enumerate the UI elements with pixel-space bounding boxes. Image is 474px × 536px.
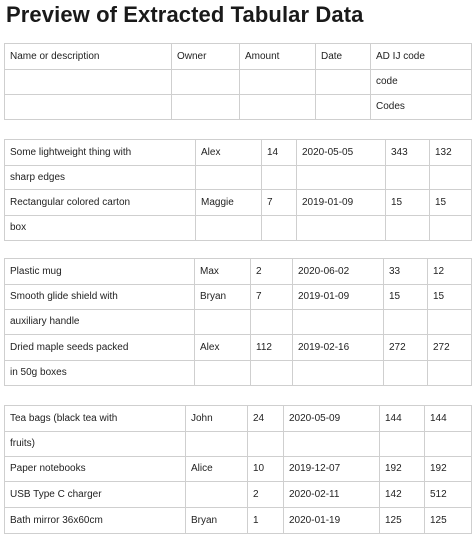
table-cell: Bath mirror 36x60cm [5, 508, 186, 534]
table-cell [172, 95, 240, 120]
table-cell: fruits) [5, 432, 186, 457]
table-cell [195, 361, 251, 386]
table-cell [284, 432, 380, 457]
table-row [5, 432, 472, 457]
table-cell: 7 [251, 285, 293, 310]
table-cell [297, 166, 386, 190]
table-cell: 144 [380, 406, 425, 432]
table-cell: 132 [430, 140, 472, 166]
table-cell: 10 [248, 457, 284, 482]
table-cell [5, 95, 172, 120]
table-cell: 142 [380, 482, 425, 508]
table-cell [384, 361, 428, 386]
table-cell: Paper notebooks [5, 457, 186, 482]
table-cell: 2020-01-19 [284, 508, 380, 534]
table-cell: John [186, 406, 248, 432]
table-cell [380, 432, 425, 457]
table-cell [430, 166, 472, 190]
table-cell: in 50g boxes [5, 361, 195, 386]
table-cell: Some lightweight thing with [5, 140, 196, 166]
table-cell [297, 216, 386, 241]
table-cell: 7 [262, 190, 297, 216]
table-cell: 2 [248, 482, 284, 508]
table-cell: 2020-02-11 [284, 482, 380, 508]
table-cell: 2019-01-09 [293, 285, 384, 310]
table-cell: 125 [380, 508, 425, 534]
table-cell: 192 [425, 457, 472, 482]
table-row [5, 259, 472, 285]
table-cell: 192 [380, 457, 425, 482]
table-row [5, 335, 472, 361]
table-cell: 2020-05-09 [284, 406, 380, 432]
table-cell: 33 [384, 259, 428, 285]
table-cell: 2019-12-07 [284, 457, 380, 482]
table-cell: box [5, 216, 196, 241]
table-cell: Alex [195, 335, 251, 361]
data-table-2 [4, 258, 472, 386]
table-cell: Name or description [5, 44, 172, 70]
table-row [5, 406, 472, 432]
table-row [5, 285, 472, 310]
table-row [5, 140, 472, 166]
table-cell [293, 310, 384, 335]
table-cell [262, 216, 297, 241]
table-cell [386, 166, 430, 190]
table-cell: Dried maple seeds packed [5, 335, 195, 361]
table-row [5, 482, 472, 508]
table-cell: Rectangular colored carton [5, 190, 196, 216]
table-cell: 2019-02-16 [293, 335, 384, 361]
table-cell: 125 [425, 508, 472, 534]
table-cell: Codes [371, 95, 472, 120]
table-cell: code [371, 70, 472, 95]
table-cell: Tea bags (black tea with [5, 406, 186, 432]
table-row [5, 361, 472, 386]
table-cell [430, 216, 472, 241]
table-cell: 512 [425, 482, 472, 508]
table-cell [428, 361, 472, 386]
table-cell [316, 95, 371, 120]
table-cell: Smooth glide shield with [5, 285, 195, 310]
table-row [5, 95, 472, 120]
table-row [5, 310, 472, 335]
table-cell: 14 [262, 140, 297, 166]
table-cell: AD IJ code [371, 44, 472, 70]
table-cell [240, 95, 316, 120]
table-cell [195, 310, 251, 335]
table-cell [293, 361, 384, 386]
table-row [5, 457, 472, 482]
table-cell: 15 [428, 285, 472, 310]
table-cell: 112 [251, 335, 293, 361]
table-cell: 2020-06-02 [293, 259, 384, 285]
table-cell: Plastic mug [5, 259, 195, 285]
table-cell: Max [195, 259, 251, 285]
table-cell: 272 [384, 335, 428, 361]
table-row [5, 190, 472, 216]
table-cell: USB Type C charger [5, 482, 186, 508]
table-cell [196, 166, 262, 190]
table-cell: 15 [384, 285, 428, 310]
page-title: Preview of Extracted Tabular Data [6, 2, 364, 27]
table-cell: auxiliary handle [5, 310, 195, 335]
table-row [5, 70, 472, 95]
table-cell: sharp edges [5, 166, 196, 190]
table-row [5, 216, 472, 241]
table-cell: 15 [430, 190, 472, 216]
table-cell [384, 310, 428, 335]
table-cell: Bryan [186, 508, 248, 534]
table-cell: Owner [172, 44, 240, 70]
table-cell: 343 [386, 140, 430, 166]
table-cell [172, 70, 240, 95]
table-cell [240, 70, 316, 95]
data-table-3 [4, 405, 472, 534]
data-table-1 [4, 139, 472, 241]
table-cell [196, 216, 262, 241]
table-cell [262, 166, 297, 190]
table-cell: 2019-01-09 [297, 190, 386, 216]
table-cell: 272 [428, 335, 472, 361]
table-cell: 24 [248, 406, 284, 432]
table-cell: 144 [425, 406, 472, 432]
table-cell [428, 310, 472, 335]
table-cell: 2 [251, 259, 293, 285]
table-cell: 2020-05-05 [297, 140, 386, 166]
table-cell [425, 432, 472, 457]
table-row [5, 166, 472, 190]
table-cell: Date [316, 44, 371, 70]
table-cell [5, 70, 172, 95]
table-cell [386, 216, 430, 241]
table-cell: Amount [240, 44, 316, 70]
table-cell: Alice [186, 457, 248, 482]
table-cell [186, 432, 248, 457]
table-cell: 1 [248, 508, 284, 534]
header-table [4, 43, 472, 120]
table-cell: 12 [428, 259, 472, 285]
table-cell: Bryan [195, 285, 251, 310]
table-cell [316, 70, 371, 95]
table-cell [251, 361, 293, 386]
table-row [5, 508, 472, 534]
table-cell [251, 310, 293, 335]
table-cell: Alex [196, 140, 262, 166]
table-cell: 15 [386, 190, 430, 216]
table-row [5, 44, 472, 70]
table-cell [186, 482, 248, 508]
table-cell: Maggie [196, 190, 262, 216]
table-cell [248, 432, 284, 457]
